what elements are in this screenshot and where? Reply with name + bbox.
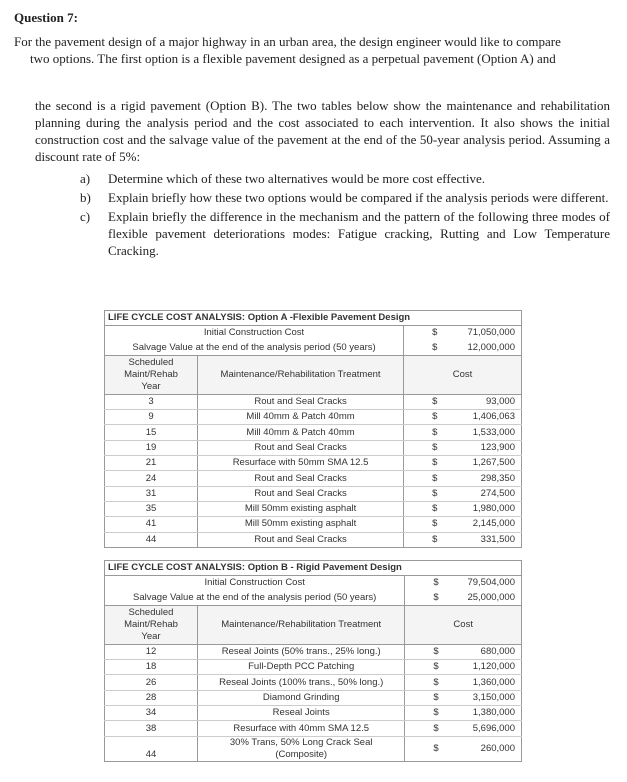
currency-symbol: $ — [405, 660, 453, 675]
row-year: 41 — [105, 517, 198, 532]
row-cost: 1,533,000 — [451, 425, 521, 440]
row-treatment — [198, 706, 405, 721]
question-title: Question 7: — [14, 10, 78, 25]
column-header-treatment: Maintenance/Rehabilitation Treatment — [198, 355, 404, 394]
column-header-year — [105, 605, 198, 644]
year-header-line3: Year — [141, 380, 161, 392]
sub-question-label: c) — [80, 209, 91, 224]
context-paragraph: the second is a rigid pavement (Option B). The two tables below show the maintenance and rehabilitation planning during the analysis period and the cost associated to each intervention. It also shows the initial construction cost and the salvage value of the pavement at the end of the 50-year analysis period. Assuming a discount rate of 5%: — [35, 98, 610, 164]
row-year: 44 — [105, 532, 198, 547]
row-treatment-text: Rout and Seal Cracks — [254, 441, 347, 453]
row-year: 18 — [105, 660, 198, 675]
table-row — [105, 440, 522, 455]
table-row — [105, 736, 522, 761]
currency-symbol: $ — [404, 501, 452, 516]
table-title: LIFE CYCLE COST ANALYSIS: Option B - Rigid Pavement Design — [105, 561, 522, 576]
table-title: LIFE CYCLE COST ANALYSIS: Option A -Flexible Pavement Design — [105, 311, 522, 326]
row-cost: 331,500 — [451, 532, 521, 547]
row-treatment-text: Rout and Seal Cracks — [254, 396, 347, 408]
table-row — [105, 644, 522, 659]
row-treatment — [198, 675, 405, 690]
row-cost: 1,120,000 — [452, 660, 521, 675]
row-cost: 5,696,000 — [452, 721, 521, 736]
row-treatment-text: Resurface with 50mm SMA 12.5 — [232, 457, 369, 469]
row-treatment — [198, 721, 405, 736]
currency-symbol: $ — [405, 576, 453, 591]
year-header-line1: Scheduled — [128, 356, 174, 368]
sub-question-a — [80, 170, 610, 187]
table-row — [105, 660, 522, 675]
row-cost: 123,900 — [451, 440, 521, 455]
row-treatment-text: Reseal Joints — [272, 707, 330, 719]
initial-cost-value: 71,050,000 — [451, 326, 521, 341]
currency-symbol: $ — [404, 456, 452, 471]
currency-symbol: $ — [405, 706, 453, 721]
sub-question-text: Determine which of these two alternatives would be more cost effective. — [108, 171, 485, 186]
salvage-label: Salvage Value at the end of the analysis period (50 years) — [105, 591, 405, 606]
row-year: 21 — [105, 456, 198, 471]
currency-symbol: $ — [405, 690, 453, 705]
currency-symbol: $ — [405, 591, 453, 606]
table-option-a — [104, 310, 522, 548]
table-row — [105, 410, 522, 425]
row-cost: 274,500 — [451, 486, 521, 501]
row-year: 24 — [105, 471, 198, 486]
table-row — [105, 471, 522, 486]
row-cost: 1,380,000 — [452, 706, 521, 721]
row-treatment-text: Mill 40mm & Patch 40mm — [246, 426, 355, 438]
row-treatment — [198, 410, 404, 425]
currency-symbol: $ — [405, 736, 453, 761]
currency-symbol: $ — [404, 471, 452, 486]
currency-symbol: $ — [404, 425, 452, 440]
row-treatment — [198, 440, 404, 455]
intro-line-1: For the pavement design of a major highway in an urban area, the design engineer would like to compare — [14, 34, 561, 49]
intro-paragraph — [14, 33, 610, 67]
row-treatment — [198, 425, 404, 440]
row-treatment — [198, 660, 405, 675]
table-row — [105, 706, 522, 721]
row-treatment — [198, 644, 405, 659]
row-treatment — [198, 486, 404, 501]
currency-symbol: $ — [405, 675, 453, 690]
row-treatment — [198, 501, 404, 516]
year-header-line2: Maint/Rehab — [124, 618, 178, 630]
currency-symbol: $ — [404, 517, 452, 532]
row-treatment-text: Mill 40mm & Patch 40mm — [246, 411, 355, 423]
row-year: 3 — [105, 394, 198, 409]
table-row — [105, 517, 522, 532]
row-year: 35 — [105, 501, 198, 516]
currency-symbol: $ — [404, 486, 452, 501]
table-row — [105, 532, 522, 547]
table-option-b — [104, 560, 522, 762]
salvage-label: Salvage Value at the end of the analysis period (50 years) — [105, 341, 404, 356]
row-treatment-text: Mill 50mm existing asphalt — [244, 518, 357, 530]
salvage-value: 12,000,000 — [451, 341, 521, 356]
row-year: 31 — [105, 486, 198, 501]
currency-symbol: $ — [404, 410, 452, 425]
table-row — [105, 675, 522, 690]
intro-line-2: two options. The first option is a flexible pavement designed as a perpetual pavement (Option A) and — [30, 51, 556, 66]
row-treatment-text: Mill 50mm existing asphalt — [244, 503, 357, 515]
year-header-line3: Year — [141, 630, 161, 642]
table-row — [105, 456, 522, 471]
row-treatment-text-line2: (Composite) — [275, 748, 328, 760]
currency-symbol: $ — [405, 644, 453, 659]
initial-cost-label: Initial Construction Cost — [105, 326, 404, 341]
row-cost: 680,000 — [452, 644, 521, 659]
row-treatment — [198, 456, 404, 471]
row-cost: 93,000 — [451, 394, 521, 409]
row-treatment-text: Rout and Seal Cracks — [254, 487, 347, 499]
currency-symbol: $ — [404, 326, 452, 341]
row-treatment-text: Reseal Joints (100% trans., 50% long.) — [219, 676, 384, 688]
row-cost: 1,980,000 — [451, 501, 521, 516]
currency-symbol: $ — [404, 341, 452, 356]
row-cost: 1,406,063 — [451, 410, 521, 425]
row-year: 19 — [105, 440, 198, 455]
column-header-cost: Cost — [405, 605, 522, 644]
table-row — [105, 486, 522, 501]
row-year: 26 — [105, 675, 198, 690]
sub-question-b — [80, 189, 610, 206]
table-row — [105, 501, 522, 516]
row-treatment — [198, 690, 405, 705]
row-cost: 3,150,000 — [452, 690, 521, 705]
row-treatment — [198, 471, 404, 486]
row-year: 44 — [105, 736, 198, 761]
row-treatment-text: Diamond Grinding — [262, 691, 340, 703]
row-year: 12 — [105, 644, 198, 659]
row-cost: 1,267,500 — [451, 456, 521, 471]
row-treatment — [198, 532, 404, 547]
sub-question-label: b) — [80, 190, 91, 205]
row-treatment-text: Resurface with 40mm SMA 12.5 — [233, 722, 370, 734]
row-treatment — [198, 394, 404, 409]
initial-cost-label: Initial Construction Cost — [105, 576, 405, 591]
sub-question-c — [80, 208, 610, 259]
currency-symbol: $ — [404, 394, 452, 409]
sub-question-text: Explain briefly how these two options would be compared if the analysis periods were different. — [108, 190, 609, 205]
column-header-year — [105, 355, 198, 394]
row-cost: 260,000 — [452, 736, 521, 761]
row-year: 38 — [105, 721, 198, 736]
column-header-cost: Cost — [404, 355, 522, 394]
row-cost: 1,360,000 — [452, 675, 521, 690]
row-treatment-text: 30% Trans, 50% Long Crack Seal — [229, 736, 373, 748]
initial-cost-value: 79,504,000 — [452, 576, 521, 591]
row-treatment-text: Rout and Seal Cracks — [254, 472, 347, 484]
currency-symbol: $ — [405, 721, 453, 736]
table-row — [105, 690, 522, 705]
sub-questions-list — [80, 170, 610, 261]
row-cost: 298,350 — [451, 471, 521, 486]
row-year: 15 — [105, 425, 198, 440]
row-year: 34 — [105, 706, 198, 721]
sub-question-label: a) — [80, 171, 91, 186]
row-year: 9 — [105, 410, 198, 425]
currency-symbol: $ — [404, 440, 452, 455]
year-header-line2: Maint/Rehab — [124, 368, 178, 380]
table-row — [105, 425, 522, 440]
table-row — [105, 394, 522, 409]
row-treatment — [198, 517, 404, 532]
row-cost: 2,145,000 — [451, 517, 521, 532]
currency-symbol: $ — [404, 532, 452, 547]
row-year: 28 — [105, 690, 198, 705]
table-row — [105, 721, 522, 736]
sub-question-text: Explain briefly the difference in the mechanism and the pattern of the following three modes of flexible pavement deteriorations modes: Fatigue cracking, Rutting and Low Temperature Cracking. — [108, 209, 610, 258]
row-treatment-text: Rout and Seal Cracks — [254, 533, 347, 545]
row-treatment-text: Reseal Joints (50% trans., 25% long.) — [221, 646, 381, 658]
row-treatment — [198, 736, 405, 761]
column-header-treatment: Maintenance/Rehabilitation Treatment — [198, 605, 405, 644]
salvage-value: 25,000,000 — [452, 591, 521, 606]
row-treatment-text: Full-Depth PCC Patching — [248, 661, 355, 673]
year-header-line1: Scheduled — [128, 606, 174, 618]
